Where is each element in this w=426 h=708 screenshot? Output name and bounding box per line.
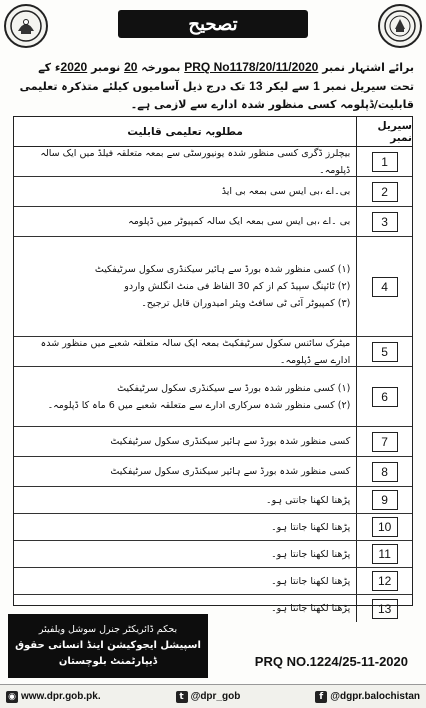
qualification-text: (۱) کسی منظور شدہ بورڈ سے ہائیر سیکنڈری سکول سرٹیفکیٹ (94, 264, 351, 275)
intro-serial-end: 13 (249, 79, 263, 93)
table-row (14, 541, 412, 568)
qualification-text: بیچلرز ڈگری کسی منظور شدہ یونیورسٹی سے بمعہ متعلقہ فیلڈ میں ایک سالہ ڈپلومہ۔ (40, 147, 351, 176)
twitter-link[interactable] (176, 691, 241, 703)
globe-icon: ◉ (6, 691, 18, 703)
table-row (14, 514, 412, 541)
serial-number: 5 (372, 342, 398, 362)
qualification-text: میٹرک سائنس سکول سرٹیفکیٹ بمعہ ایک سالہ متعلقہ شعبے میں منظور شدہ ادارے سے ڈپلومہ۔ (40, 337, 351, 366)
intro-paragraph (12, 58, 414, 114)
facebook-link[interactable] (315, 691, 420, 703)
intro-text: ء کے تحت سیریل نمبر (38, 61, 414, 93)
qualification-text: پڑھنا لکھنا جانتا ہو۔ (271, 575, 351, 587)
qualification-text: بی۔اے ،بی ایس سی بمعہ بی ایڈ (221, 186, 351, 197)
table-header (14, 117, 412, 147)
intro-year: 2020 (60, 60, 88, 74)
website-text: www.dpr.gob.pk. (21, 691, 101, 702)
serial-number: 10 (372, 517, 398, 537)
table-row (14, 207, 412, 237)
twitter-handle: @dpr_gob (190, 691, 241, 702)
ad-reference-number: PRQ No1178/20/11/2020 (184, 60, 319, 74)
serial-number: 9 (372, 490, 398, 510)
qualification-text: (۳) کمپیوٹر آئی ٹی سافٹ ویئر امیدوران قابل ترجیح۔ (141, 298, 351, 309)
emblem-icon (9, 9, 43, 43)
table-row (14, 427, 412, 457)
qualification-table (13, 116, 413, 616)
qualification-text: پڑھنا لکھنا جانتا ہو۔ (271, 603, 351, 614)
serial-number: 4 (372, 277, 398, 297)
serial-number: 7 (372, 432, 398, 452)
serial-number: 8 (372, 462, 398, 482)
table-row (14, 367, 412, 427)
facebook-icon: f (315, 691, 327, 703)
qualification-text: کسی منظور شدہ بورڈ سے ہائیر سیکنڈری سکول سرٹیفکیٹ (110, 436, 351, 447)
intro-text: نومبر (91, 61, 121, 74)
prq-number: PRQ NO.1224/25-11-2020 (254, 654, 408, 669)
signature-block (8, 614, 208, 678)
website-link[interactable] (6, 691, 101, 703)
table-row (14, 337, 412, 367)
intro-text: برائے اشتہار نمبر (322, 61, 414, 74)
facebook-handle: @dgpr.balochistan (330, 691, 420, 702)
qualification-text: (۱) کسی منظور شدہ بورڈ سے سیکنڈری سکول سرٹیفکیٹ (117, 382, 351, 394)
intro-text: تک درج ذیل آسامیوں کیلئے متذکرہ تعلیمی قابلیت/ڈپلومہ کسی منظور شدہ ادارے سے لازمی ہے۔ (19, 80, 414, 111)
serial-number: 2 (372, 182, 398, 202)
department-logo (378, 4, 422, 48)
qualification-text: (۲) کسی منظور شدہ سرکاری ادارے سے متعلقہ شعبے میں 6 ماہ کا ڈپلومہ۔ (47, 399, 351, 411)
table-row (14, 457, 412, 487)
serial-number: 1 (372, 152, 398, 172)
qualification-text: پڑھنا لکھنا جانتا ہو۔ (271, 521, 351, 533)
page-title: تصحیح (118, 10, 308, 38)
column-header-qualification: مطلوبہ تعلیمی قابلیت (14, 117, 357, 146)
balochistan-government-logo (4, 4, 48, 48)
qualification-text: بی ۔اے ،بی ایس سی بمعہ ایک سالہ کمپیوٹر میں ڈپلومہ (128, 216, 351, 227)
table-row (14, 177, 412, 207)
seal-icon (383, 9, 417, 43)
twitter-icon: t (176, 691, 188, 703)
qualification-text: کسی منظور شدہ بورڈ سے ہائیر سیکنڈری سکول سرٹیفکیٹ (110, 466, 351, 477)
serial-number: 3 (372, 212, 398, 232)
intro-text: بمورخہ (141, 61, 181, 74)
column-header-serial: سیریل نمبر (377, 119, 412, 144)
serial-number: 6 (372, 387, 398, 407)
table-row (14, 237, 412, 337)
intro-day: 20 (124, 60, 138, 74)
qualification-text: پڑھنا لکھنا جانتا ہو۔ (271, 548, 351, 560)
signature-department: اسپیشل ایجوکیشن اینڈ انسانی حقوق ڈیپارٹمنٹ بلوچستان (15, 640, 201, 667)
intro-serial-start: 1 (313, 79, 320, 93)
social-footer (0, 684, 426, 708)
signature-authority: بحکم ڈائریکٹر جنرل سوشل ویلفیئر (38, 624, 178, 635)
table-row (14, 568, 412, 595)
table-row (14, 487, 412, 514)
qualification-text: پڑھنا لکھنا جانتی ہو۔ (266, 494, 351, 506)
intro-text: سے لیکر (266, 80, 310, 93)
serial-number: 13 (372, 599, 398, 619)
qualification-text: (۲) ٹائپنگ سپیڈ کم از کم 30 الفاظ فی منٹ انگلش واردو (124, 281, 351, 292)
serial-number: 11 (372, 544, 398, 564)
serial-number: 12 (372, 571, 398, 591)
table-row (14, 147, 412, 177)
